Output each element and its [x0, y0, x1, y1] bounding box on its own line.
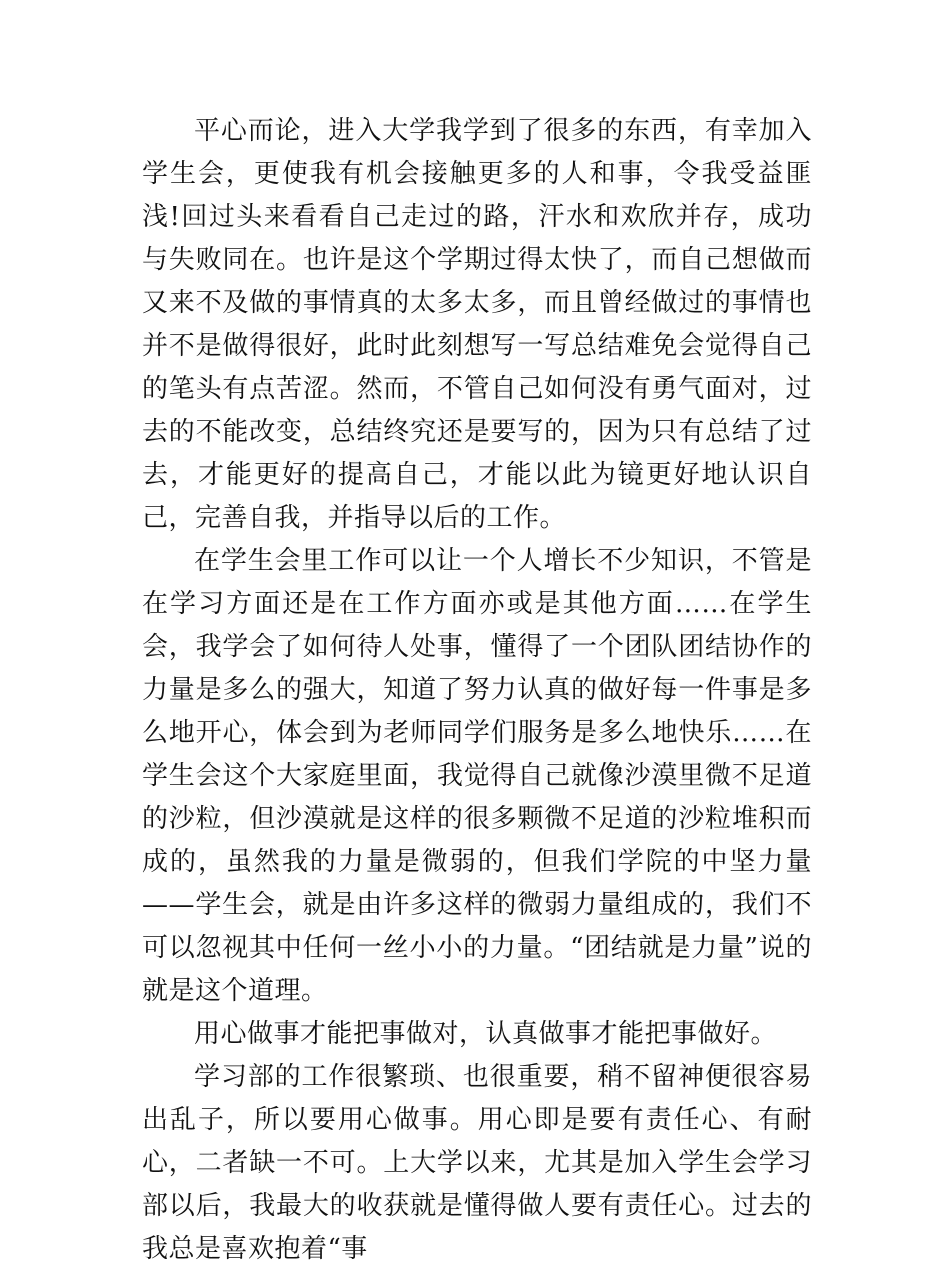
paragraph-2: 在学生会里工作可以让一个人增长不少知识，不管是在学习方面还是在工作方面亦或是其他方面……在学生会，我学会了如何待人处事，懂得了一个团队团结协作的力量是多么的强大，知道了努力认真的做好每一件事是多么地开心，体会到为老师同学们服务是多么地快乐……在学生会这个大家庭里面，我觉得自己就像沙漠里微不足道的沙粒，但沙漠就是这样的很多颗微不足道的沙粒堆积而成的，虽然我的力量是微弱的，但我们学院的中坚力量——学生会，就是由许多这样的微弱力量组成的，我们不可以忽视其中任何一丝小小的力量。“团结就是力量”说的就是这个道理。: [142, 546, 812, 1006]
paragraph-4: 学习部的工作很繁琐、也很重要，稍不留神便很容易出乱子，所以要用心做事。用心即是要有责任心、有耐心，二者缺一不可。上大学以来，尤其是加入学生会学习部以后，我最大的收获就是懂得做人要有责任心。过去的我总是喜欢抱着“事: [142, 1062, 812, 1264]
paragraph-1: 平心而论，进入大学我学到了很多的东西，有幸加入学生会，更使我有机会接触更多的人和事，令我受益匪浅!回过头来看看自己走过的路，汗水和欢欣并存，成功与失败同在。也许是这个学期过得太快了，而自己想做而又来不及做的事情真的太多太多，而且曾经做过的事情也并不是做得很好，此时此刻想写一写总结难免会觉得自己的笔头有点苦涩。然而，不管自己如何没有勇气面对，过去的不能改变，总结终究还是要写的，因为只有总结了过去，才能更好的提高自己，才能以此为镜更好地认识自己，完善自我，并指导以后的工作。: [142, 116, 812, 533]
paragraph-3: 用心做事才能把事做对，认真做事才能把事做好。: [194, 1019, 778, 1049]
document-body: [142, 110, 812, 1271]
